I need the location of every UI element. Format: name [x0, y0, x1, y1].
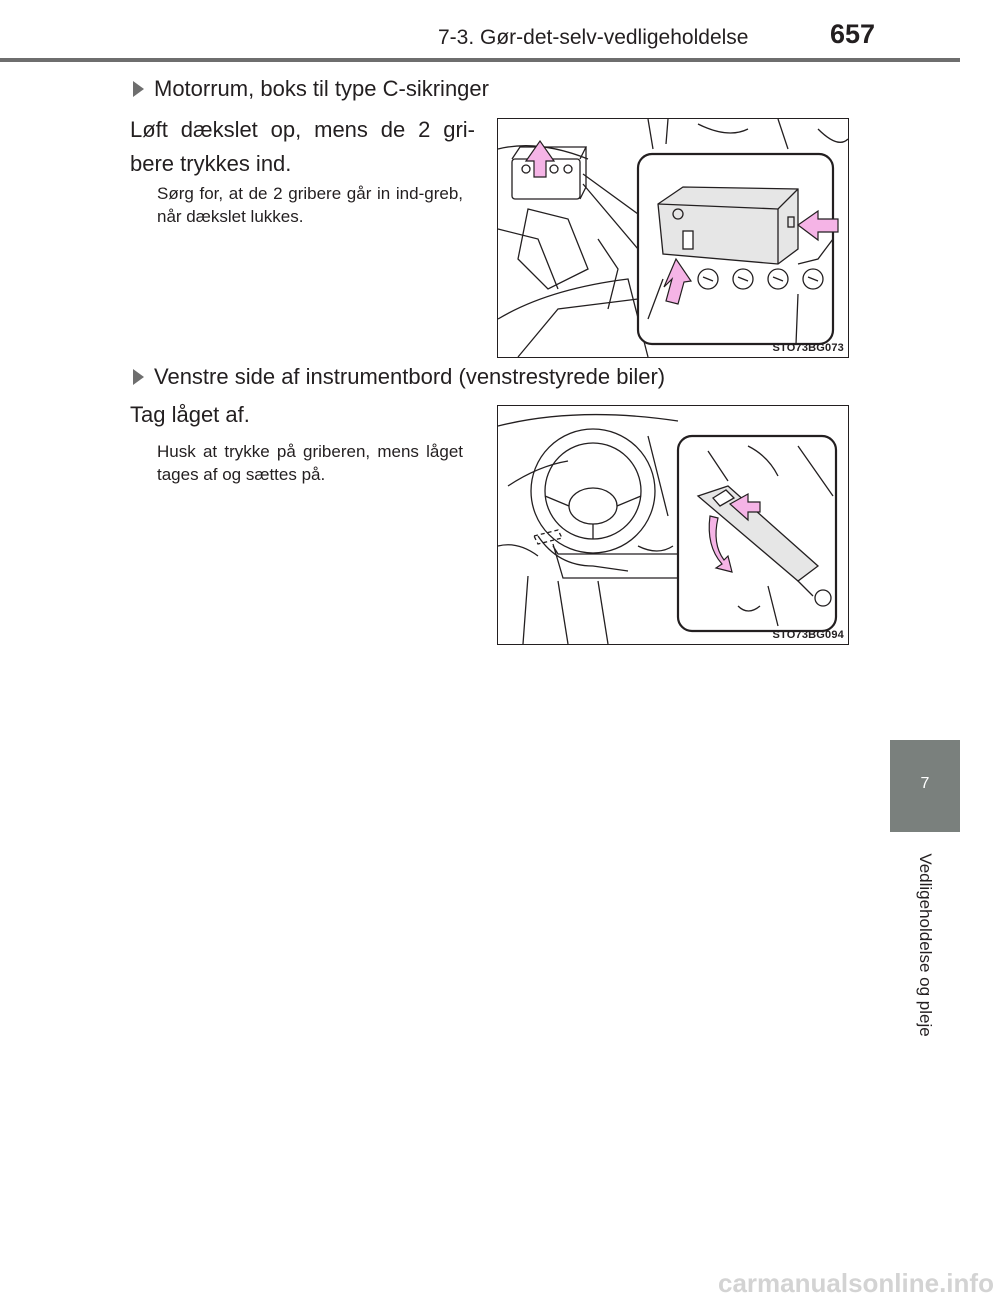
heading-text: Venstre side af instrumentbord (venstrestyrede biler)	[154, 364, 666, 389]
chapter-tab	[890, 740, 960, 832]
step-instruction: Løft dækslet op, mens de 2 gri-bere trykkes ind.	[130, 117, 475, 176]
header-divider	[0, 58, 960, 62]
bullet-triangle-icon	[133, 369, 144, 385]
engine-compartment-illustration	[498, 119, 848, 357]
step-note: Sørg for, at de 2 gribere går in ind-greb, når dækslet lukkes.	[157, 184, 463, 226]
section-heading-instrument-panel	[133, 364, 665, 390]
bullet-triangle-icon	[133, 81, 144, 97]
step-note: Husk at trykke på griberen, mens låget tages af og sættes på.	[157, 442, 463, 484]
section-title: 7-3. Gør-det-selv-vedligeholdelse	[438, 26, 749, 49]
page-number: 657	[830, 19, 876, 49]
figure-instrument-panel-fuse-box	[497, 405, 849, 645]
instrument-panel-illustration	[498, 406, 848, 644]
watermark: carmanualsonline.info	[718, 1268, 994, 1298]
figure-code: STO73BG073	[772, 342, 844, 354]
step-instruction: Tag låget af.	[130, 402, 250, 427]
chapter-label: Vedligeholdelse og pleje	[916, 853, 935, 1037]
chapter-number: 7	[920, 775, 930, 792]
heading-text: Motorrum, boks til type C-sikringer	[154, 76, 489, 101]
figure-code: STO73BG094	[772, 629, 844, 641]
section-heading-fuse-box-engine	[133, 76, 489, 102]
figure-engine-fuse-box	[497, 118, 849, 358]
